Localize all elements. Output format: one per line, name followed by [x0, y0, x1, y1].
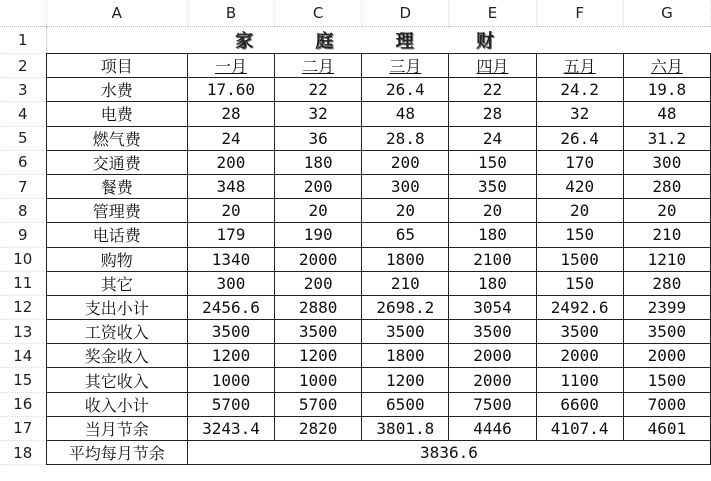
value-cell[interactable]: 2100 [449, 247, 536, 271]
table-row [0, 344, 711, 368]
table-header-row [0, 54, 711, 78]
table-row [0, 102, 711, 126]
value-cell[interactable]: 32 [536, 102, 623, 126]
value-cell[interactable]: 32 [275, 102, 362, 126]
value-cell[interactable]: 7000 [623, 392, 710, 416]
value-cell[interactable]: 2000 [449, 368, 536, 392]
value-cell[interactable]: 3801.8 [362, 416, 449, 440]
row-header-17[interactable]: 17 [0, 416, 46, 440]
sheet-title[interactable]: 家 庭 理 财 [235, 31, 522, 52]
value-cell[interactable]: 7500 [449, 392, 536, 416]
value-cell[interactable]: 28 [449, 102, 536, 126]
value-cell[interactable]: 2456.6 [187, 295, 274, 319]
value-cell[interactable]: 28 [187, 102, 274, 126]
value-cell[interactable]: 200 [187, 150, 274, 174]
value-cell[interactable]: 3500 [623, 320, 710, 344]
table-row [0, 392, 711, 416]
row-header-1[interactable]: 1 [0, 27, 46, 54]
column-header-e[interactable]: E [449, 0, 536, 27]
item-label-cell[interactable]: 电费 [46, 102, 187, 126]
value-cell[interactable]: 3500 [275, 320, 362, 344]
value-cell[interactable]: 200 [275, 271, 362, 295]
value-cell[interactable]: 200 [275, 174, 362, 198]
value-cell[interactable]: 1200 [275, 344, 362, 368]
value-cell[interactable]: 65 [362, 223, 449, 247]
item-label-cell[interactable]: 电话费 [46, 223, 187, 247]
row-header-11[interactable]: 11 [0, 271, 46, 295]
table-row [0, 174, 711, 198]
item-label-cell[interactable]: 其它收入 [46, 368, 187, 392]
value-cell[interactable]: 179 [187, 223, 274, 247]
item-label-cell[interactable]: 支出小计 [46, 295, 187, 319]
value-cell[interactable]: 3500 [536, 320, 623, 344]
value-cell[interactable]: 2820 [275, 416, 362, 440]
value-cell[interactable]: 28.8 [362, 126, 449, 150]
value-cell[interactable]: 24 [449, 126, 536, 150]
item-label-cell[interactable]: 工资收入 [46, 320, 187, 344]
table-row [0, 416, 711, 440]
row-header-10[interactable]: 10 [0, 247, 46, 271]
month-header[interactable]: 五月 [536, 54, 623, 78]
item-label-cell[interactable]: 奖金收入 [46, 344, 187, 368]
value-cell[interactable]: 20 [362, 199, 449, 223]
value-cell[interactable]: 24 [187, 126, 274, 150]
value-cell[interactable]: 20 [623, 199, 710, 223]
table-row [0, 295, 711, 319]
value-cell[interactable]: 1200 [187, 344, 274, 368]
value-cell[interactable]: 26.4 [362, 78, 449, 102]
column-header-g[interactable]: G [623, 0, 710, 27]
row-header-16[interactable]: 16 [0, 392, 46, 416]
value-cell[interactable]: 1500 [536, 247, 623, 271]
value-cell[interactable]: 190 [275, 223, 362, 247]
value-cell[interactable]: 2000 [275, 247, 362, 271]
value-cell[interactable]: 5700 [275, 392, 362, 416]
value-cell[interactable]: 26.4 [536, 126, 623, 150]
value-cell[interactable]: 300 [623, 150, 710, 174]
item-label-cell[interactable]: 燃气费 [46, 126, 187, 150]
value-cell[interactable]: 4446 [449, 416, 536, 440]
column-header-b[interactable]: B [187, 0, 274, 27]
value-cell[interactable]: 280 [623, 271, 710, 295]
value-cell[interactable]: 31.2 [623, 126, 710, 150]
value-cell[interactable]: 6600 [536, 392, 623, 416]
month-header[interactable]: 二月 [275, 54, 362, 78]
value-cell[interactable]: 1100 [536, 368, 623, 392]
item-label-cell[interactable]: 当月节余 [46, 416, 187, 440]
item-label-cell[interactable]: 水费 [46, 78, 187, 102]
value-cell[interactable]: 4601 [623, 416, 710, 440]
row-header-3[interactable]: 3 [0, 78, 46, 102]
value-cell[interactable]: 150 [536, 271, 623, 295]
month-header[interactable]: 一月 [187, 54, 274, 78]
column-header-c[interactable]: C [275, 0, 362, 27]
average-value-cell[interactable]: 3836.6 [187, 441, 710, 465]
value-cell[interactable]: 20 [536, 199, 623, 223]
value-cell[interactable]: 3054 [449, 295, 536, 319]
value-cell[interactable]: 1340 [187, 247, 274, 271]
table-row [0, 368, 711, 392]
average-row [0, 441, 711, 465]
value-cell[interactable]: 1000 [275, 368, 362, 392]
month-header[interactable]: 六月 [623, 54, 710, 78]
value-cell[interactable]: 3500 [187, 320, 274, 344]
value-cell[interactable]: 20 [187, 199, 274, 223]
value-cell[interactable]: 2492.6 [536, 295, 623, 319]
row-header-18[interactable]: 18 [0, 441, 46, 465]
value-cell[interactable]: 350 [449, 174, 536, 198]
value-cell[interactable]: 210 [362, 271, 449, 295]
row-header-14[interactable]: 14 [0, 344, 46, 368]
value-cell[interactable]: 280 [623, 174, 710, 198]
value-cell[interactable]: 2000 [623, 344, 710, 368]
column-header-row [0, 0, 711, 27]
item-label-cell[interactable]: 收入小计 [46, 392, 187, 416]
row-header-8[interactable]: 8 [0, 199, 46, 223]
row-header-7[interactable]: 7 [0, 174, 46, 198]
value-cell[interactable]: 300 [362, 174, 449, 198]
table-row [0, 271, 711, 295]
value-cell[interactable]: 3500 [362, 320, 449, 344]
value-cell[interactable]: 150 [449, 150, 536, 174]
value-cell[interactable]: 22 [275, 78, 362, 102]
value-cell[interactable]: 300 [187, 271, 274, 295]
value-cell[interactable]: 3500 [449, 320, 536, 344]
value-cell[interactable]: 36 [275, 126, 362, 150]
title-row [0, 27, 711, 54]
value-cell[interactable]: 180 [449, 223, 536, 247]
month-header[interactable]: 三月 [362, 54, 449, 78]
value-cell[interactable]: 2000 [536, 344, 623, 368]
value-cell[interactable]: 1200 [362, 368, 449, 392]
value-cell[interactable]: 1800 [362, 344, 449, 368]
column-header-d[interactable]: D [362, 0, 449, 27]
row-header-13[interactable]: 13 [0, 320, 46, 344]
row-header-6[interactable]: 6 [0, 150, 46, 174]
row-header-12[interactable]: 12 [0, 295, 46, 319]
value-cell[interactable]: 48 [362, 102, 449, 126]
table-row [0, 199, 711, 223]
column-header-f[interactable]: F [536, 0, 623, 27]
value-cell[interactable]: 24.2 [536, 78, 623, 102]
value-cell[interactable]: 2880 [275, 295, 362, 319]
value-cell[interactable]: 1000 [187, 368, 274, 392]
value-cell[interactable]: 1800 [362, 247, 449, 271]
item-label-cell[interactable]: 其它 [46, 271, 187, 295]
value-cell[interactable]: 1210 [623, 247, 710, 271]
value-cell[interactable]: 150 [536, 223, 623, 247]
row-header-2[interactable]: 2 [0, 54, 46, 78]
column-header-a[interactable]: A [46, 0, 187, 27]
value-cell[interactable]: 2000 [449, 344, 536, 368]
row-header-15[interactable]: 15 [0, 368, 46, 392]
month-header[interactable]: 四月 [449, 54, 536, 78]
value-cell[interactable]: 17.60 [187, 78, 274, 102]
value-cell[interactable]: 2399 [623, 295, 710, 319]
value-cell[interactable]: 22 [449, 78, 536, 102]
row-header-4[interactable]: 4 [0, 102, 46, 126]
table-row [0, 150, 711, 174]
table-row [0, 247, 711, 271]
value-cell[interactable]: 180 [449, 271, 536, 295]
value-cell[interactable]: 420 [536, 174, 623, 198]
table-row [0, 126, 711, 150]
value-cell[interactable]: 170 [536, 150, 623, 174]
value-cell[interactable]: 348 [187, 174, 274, 198]
value-cell[interactable]: 200 [362, 150, 449, 174]
average-label-cell[interactable]: 平均每月节余 [46, 441, 187, 465]
item-label-cell[interactable]: 交通费 [46, 150, 187, 174]
item-label-cell[interactable]: 购物 [46, 247, 187, 271]
item-column-header[interactable]: 项目 [46, 54, 187, 78]
value-cell[interactable]: 3243.4 [187, 416, 274, 440]
value-cell[interactable]: 5700 [187, 392, 274, 416]
value-cell[interactable]: 19.8 [623, 78, 710, 102]
value-cell[interactable]: 48 [623, 102, 710, 126]
item-label-cell[interactable]: 餐费 [46, 174, 187, 198]
value-cell[interactable]: 210 [623, 223, 710, 247]
value-cell[interactable]: 180 [275, 150, 362, 174]
corner-cell[interactable] [0, 0, 46, 27]
value-cell[interactable]: 20 [449, 199, 536, 223]
value-cell[interactable]: 2698.2 [362, 295, 449, 319]
item-label-cell[interactable]: 管理费 [46, 199, 187, 223]
row-header-5[interactable]: 5 [0, 126, 46, 150]
table-row [0, 320, 711, 344]
value-cell[interactable]: 1500 [623, 368, 710, 392]
value-cell[interactable]: 20 [275, 199, 362, 223]
row-header-9[interactable]: 9 [0, 223, 46, 247]
value-cell[interactable]: 4107.4 [536, 416, 623, 440]
table-row [0, 223, 711, 247]
table-row [0, 78, 711, 102]
value-cell[interactable]: 6500 [362, 392, 449, 416]
